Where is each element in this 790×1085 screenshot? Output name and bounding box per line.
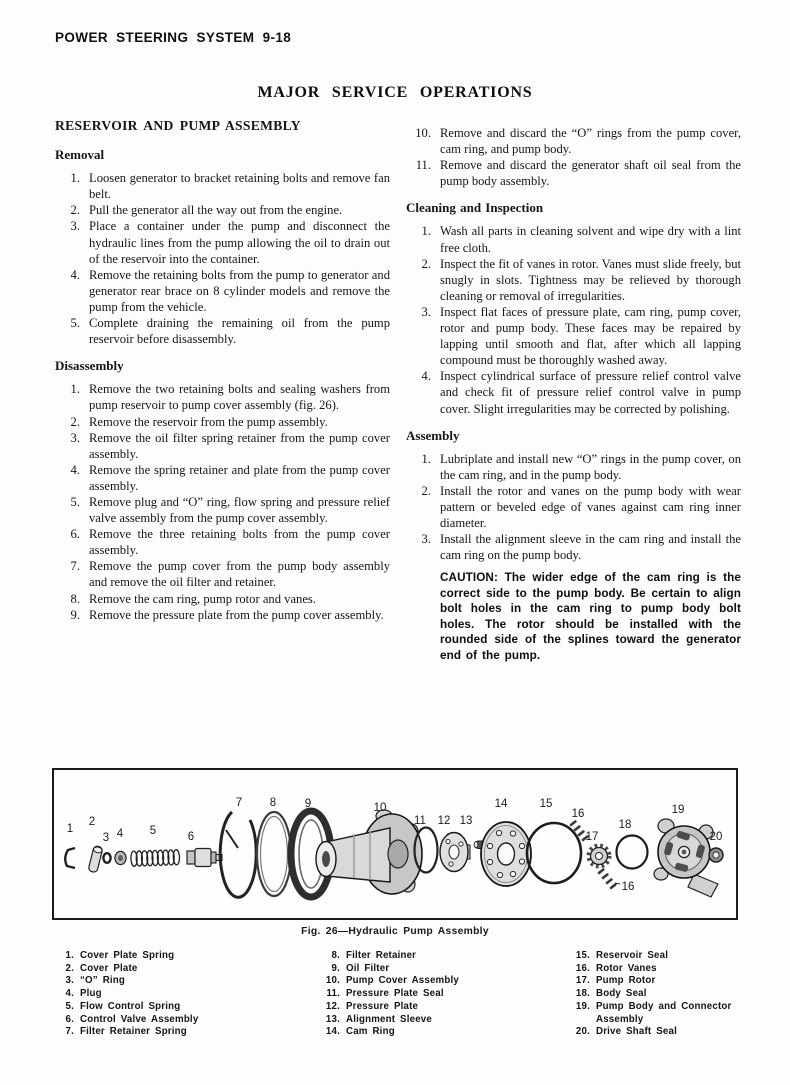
list-item: [55, 315, 390, 347]
list-item: [55, 414, 390, 430]
list-item-number: 7.: [65, 1026, 74, 1038]
figure-part-label: 14: [494, 798, 508, 810]
list-item-number: 6.: [65, 1013, 74, 1025]
part-body-seal: [617, 836, 648, 869]
list-item-text: Install the rotor and vanes on the pump body with wear pattern or beveled edge of vanes against cam ring inner diameter.: [440, 483, 741, 531]
list-item: [55, 494, 390, 526]
list-item-text: Filter Retainer Spring: [80, 1026, 187, 1038]
list-item: [52, 1014, 318, 1027]
figure-part-label: 20: [709, 831, 723, 843]
list-item-text: “O” Ring: [80, 975, 126, 987]
part-pump-rotor: [589, 846, 610, 867]
list-item-number: 16.: [575, 962, 590, 974]
list-item-number: 11.: [326, 988, 340, 1000]
list-item-number: 18.: [575, 988, 590, 1000]
list-item-text: Oil Filter: [346, 962, 390, 974]
list-item: [52, 988, 318, 1001]
list-item-text: Loosen generator to bracket retaining bolts and remove fan belt.: [89, 171, 390, 202]
list-item-number: 4.: [70, 267, 80, 282]
list-item-number: 11.: [415, 158, 431, 173]
list-item-text: Plug: [80, 988, 102, 1000]
part-cover-plate: [88, 845, 103, 872]
list-item-number: 5.: [70, 494, 80, 509]
list-item-number: 1.: [65, 950, 74, 961]
list-item-number: 1.: [421, 224, 431, 239]
part-filter-retainer: [257, 812, 291, 896]
list-item-number: 3.: [65, 975, 74, 987]
list-item: [55, 607, 390, 623]
figure-26-frame: [52, 768, 738, 920]
list-item: [55, 381, 390, 413]
figure-part-label: 3: [102, 832, 110, 844]
list-item-number: 1.: [70, 171, 80, 186]
list-item-number: 8.: [331, 950, 340, 961]
list-item-number: 20.: [575, 1026, 590, 1038]
list-item-number: 17.: [575, 975, 590, 987]
part-pressure-plate: [440, 833, 470, 872]
list-item-number: 5.: [65, 1000, 74, 1012]
list-item: [52, 1001, 318, 1014]
list-item: [318, 963, 568, 976]
cleaning-list: [406, 223, 741, 416]
list-item: [55, 591, 390, 607]
list-item: [406, 157, 741, 189]
list-item: [55, 170, 390, 202]
part-control-valve-assembly: [187, 849, 222, 867]
figure-part-label: 7: [235, 797, 243, 809]
section-heading-reservoir-and-pump-assembly: RESERVOIR AND PUMP ASSEMBLY: [55, 118, 301, 133]
list-item-text: Cover Plate: [80, 962, 138, 974]
list-item: [406, 304, 741, 368]
list-item-text: Pull the generator all the way out from the engine.: [89, 203, 343, 218]
subheading-assembly: Assembly: [406, 427, 460, 443]
list-item-text: Reservoir Seal: [596, 950, 669, 961]
list-item-text: Place a container under the pump and disconnect the hydraulic lines from the pump allowing the oil to drain out of the reservoir into the container.: [89, 219, 390, 266]
list-item-number: 13.: [325, 1013, 340, 1025]
list-item-text: Control Valve Assembly: [80, 1013, 199, 1025]
list-item: [406, 223, 741, 255]
list-item-text: Body Seal: [596, 988, 647, 1000]
list-item: [318, 975, 568, 988]
list-item-text: Drive Shaft Seal: [596, 1026, 677, 1038]
list-item: [55, 218, 390, 266]
figure-part-label: 9: [304, 798, 312, 810]
figure-part-label: 2: [88, 816, 96, 828]
part-o-ring: [103, 853, 110, 863]
figure-part-label: 17: [585, 831, 599, 843]
figure-part-label: 8: [269, 797, 277, 809]
figure-part-label: 13: [459, 815, 473, 827]
list-item-number: 9.: [70, 607, 80, 622]
list-item-text: Pressure Plate Seal: [346, 988, 444, 1000]
list-item-text: Remove the three retaining bolts from the pump cover assembly.: [89, 527, 390, 558]
page-title: MAJOR SERVICE OPERATIONS: [257, 84, 533, 101]
list-item-number: 15.: [575, 950, 590, 961]
list-item-number: 1.: [70, 382, 80, 397]
list-item-number: 10.: [325, 975, 340, 987]
list-item: [406, 125, 741, 157]
list-item-text: Rotor Vanes: [596, 962, 657, 974]
list-item: [52, 950, 318, 963]
figure-part-label: 10: [373, 802, 387, 814]
legend-column-3: [568, 950, 752, 1039]
list-item-text: Pump Body and Connector Assembly: [596, 1000, 732, 1025]
subheading-removal: Removal: [55, 147, 105, 163]
list-item-number: 4.: [65, 988, 74, 1000]
hydraulic-pump-exploded-diagram: [54, 770, 736, 918]
left-column: [55, 118, 390, 663]
right-column: [406, 118, 741, 663]
list-item: [568, 950, 752, 963]
list-item: [52, 1026, 318, 1039]
list-item-number: 2.: [70, 203, 80, 218]
figure-part-label: 16: [571, 808, 585, 820]
figure-part-label: 11: [414, 815, 426, 827]
figure-part-label: 19: [671, 804, 685, 816]
part-drive-shaft-seal: [709, 848, 723, 862]
list-item: [318, 1026, 568, 1039]
text-columns: [55, 118, 741, 663]
list-item: [406, 451, 741, 483]
legend-column-1: [52, 950, 318, 1039]
list-item-number: 2.: [421, 256, 431, 271]
list-item: [55, 558, 390, 590]
list-item: [568, 963, 752, 976]
figure-part-label: 5: [149, 825, 157, 837]
list-item-text: Remove the pressure plate from the pump cover assembly.: [89, 607, 384, 622]
list-item: [568, 988, 752, 1001]
part-cam-ring: [481, 822, 531, 886]
list-item-text: Remove the oil filter spring retainer from the pump cover assembly.: [89, 430, 390, 461]
list-item: [55, 202, 390, 218]
list-item-text: Cover Plate Spring: [80, 950, 175, 961]
list-item: [55, 430, 390, 462]
legend-column-2: [318, 950, 568, 1039]
list-item: [52, 975, 318, 988]
list-item: [406, 483, 741, 531]
disassembly-list: [55, 381, 390, 622]
list-item-text: Pump Cover Assembly: [346, 975, 459, 987]
part-plug: [115, 851, 126, 864]
list-item: [55, 267, 390, 315]
removal-list-continued: [406, 125, 741, 189]
list-item-text: Remove plug and “O” ring, flow spring and pressure relief valve assembly from the pump cover assembly.: [89, 494, 390, 526]
list-item-number: 9.: [331, 962, 340, 974]
list-item-number: 3.: [421, 532, 431, 547]
subheading-disassembly: Disassembly: [55, 358, 124, 374]
figure-part-label: 1: [66, 823, 74, 835]
list-item-number: 12.: [325, 1000, 340, 1012]
list-item-text: Inspect cylindrical surface of pressure relief control valve and check fit of pressure relief control valve in pump cover. Slight irregularities may be corrected by polishing.: [440, 369, 741, 416]
list-item-text: Pressure Plate: [346, 1000, 419, 1012]
list-item-text: Remove the reservoir from the pump assembly.: [89, 414, 328, 429]
list-item-number: 2.: [65, 962, 74, 974]
list-item-text: Remove the pump cover from the pump body assembly and remove the oil filter and retainer.: [89, 559, 390, 590]
list-item-number: 3.: [70, 219, 80, 234]
list-item: [406, 256, 741, 304]
part-cover-plate-spring: [65, 848, 75, 868]
figure-part-label: 6: [187, 831, 195, 843]
figure-part-label: 16: [621, 881, 635, 893]
figure-part-label: 15: [539, 798, 553, 810]
list-item: [55, 526, 390, 558]
list-item-text: Inspect the fit of vanes in rotor. Vanes must slide freely, but snugly in slots. Tightness may be relieved by thorough cleaning or removal of irregularities.: [440, 256, 741, 303]
figure-part-label: 18: [618, 819, 632, 831]
figure-legend: [52, 950, 752, 1039]
figure-caption: Fig. 26—Hydraulic Pump Assembly: [301, 926, 489, 937]
part-reservoir-seal: [527, 823, 581, 883]
list-item-number: 3.: [70, 430, 80, 445]
caution-note: CAUTION: The wider edge of the cam ring is the correct side to the pump body. Be certain to align bolt holes in the cam ring to pump body bolt holes. The rotor should be installed with the rounded side of the splines toward the generator end of the pump.: [440, 571, 741, 662]
list-item-number: 3.: [421, 304, 431, 319]
running-header: POWER STEERING SYSTEM 9-18: [55, 30, 292, 45]
list-item: [406, 368, 741, 416]
list-item: [318, 988, 568, 1001]
list-item-number: 8.: [70, 591, 80, 606]
list-item-number: 7.: [70, 559, 80, 574]
list-item: [318, 1001, 568, 1014]
list-item-number: 5.: [70, 316, 80, 331]
list-item-text: Remove and discard the “O” rings from the pump cover, cam ring, and pump body.: [440, 126, 741, 157]
list-item-number: 2.: [421, 483, 431, 498]
list-item: [318, 1014, 568, 1027]
removal-list: [55, 170, 390, 347]
list-item-text: Wash all parts in cleaning solvent and wipe dry with a lint free cloth.: [440, 224, 741, 255]
list-item: [568, 1026, 752, 1039]
list-item-number: 4.: [421, 369, 431, 384]
list-item: [406, 531, 741, 563]
list-item-text: Alignment Sleeve: [346, 1013, 432, 1025]
list-item-text: Filter Retainer: [346, 950, 417, 961]
list-item-text: Remove the spring retainer and plate from the pump cover assembly.: [89, 462, 390, 493]
list-item: [568, 1001, 752, 1026]
part-pump-cover-assembly: [316, 810, 422, 894]
list-item-text: Install the alignment sleeve in the cam ring and install the cam ring on the pump body.: [440, 532, 741, 563]
list-item: [52, 963, 318, 976]
assembly-list: [406, 451, 741, 564]
list-item-number: 1.: [421, 451, 431, 466]
list-item-text: Inspect flat faces of pressure plate, cam ring, pump cover, rotor and pump body. These faces may be repaired by lapping until smooth and flat, after which all lapping compound must be thoroughly washed away.: [440, 304, 741, 368]
part-filter-retainer-spring: [220, 812, 256, 897]
list-item-text: Remove and discard the generator shaft oil seal from the pump body assembly.: [440, 158, 741, 189]
list-item-text: Pump Rotor: [596, 975, 656, 987]
figure-part-label: 4: [116, 828, 124, 840]
list-item: [55, 462, 390, 494]
list-item-text: Remove the two retaining bolts and sealing washers from pump reservoir to pump cover assembly (fig. 26).: [89, 382, 390, 413]
list-item-text: Complete draining the remaining oil from the pump reservoir before disassembly.: [89, 316, 390, 347]
list-item-number: 19.: [575, 1000, 590, 1012]
list-item-number: 4.: [70, 462, 80, 477]
list-item-text: Cam Ring: [346, 1026, 395, 1038]
list-item: [318, 950, 568, 963]
part-flow-control-spring: [131, 850, 180, 867]
list-item-text: Flow Control Spring: [80, 1000, 181, 1012]
part-pump-body-and-connector-assembly: [654, 819, 718, 897]
part-rotor-vanes-lower: [597, 868, 617, 890]
list-item-number: 2.: [70, 414, 80, 429]
list-item-text: Lubriplate and install new “O” rings in the pump cover, on the cam ring, and in the pump body.: [440, 451, 741, 482]
list-item-text: Remove the retaining bolts from the pump to generator and generator rear brace on 8 cylinder models and remove the pump from the vehicle.: [89, 267, 390, 314]
list-item-number: 6.: [70, 527, 80, 542]
subheading-cleaning-and-inspection: Cleaning and Inspection: [406, 200, 544, 216]
figure-part-label: 12: [437, 815, 451, 827]
list-item: [568, 975, 752, 988]
list-item-number: 14.: [325, 1026, 340, 1038]
list-item-number: 10.: [415, 126, 431, 140]
list-item-text: Remove the cam ring, pump rotor and vanes.: [89, 591, 316, 606]
